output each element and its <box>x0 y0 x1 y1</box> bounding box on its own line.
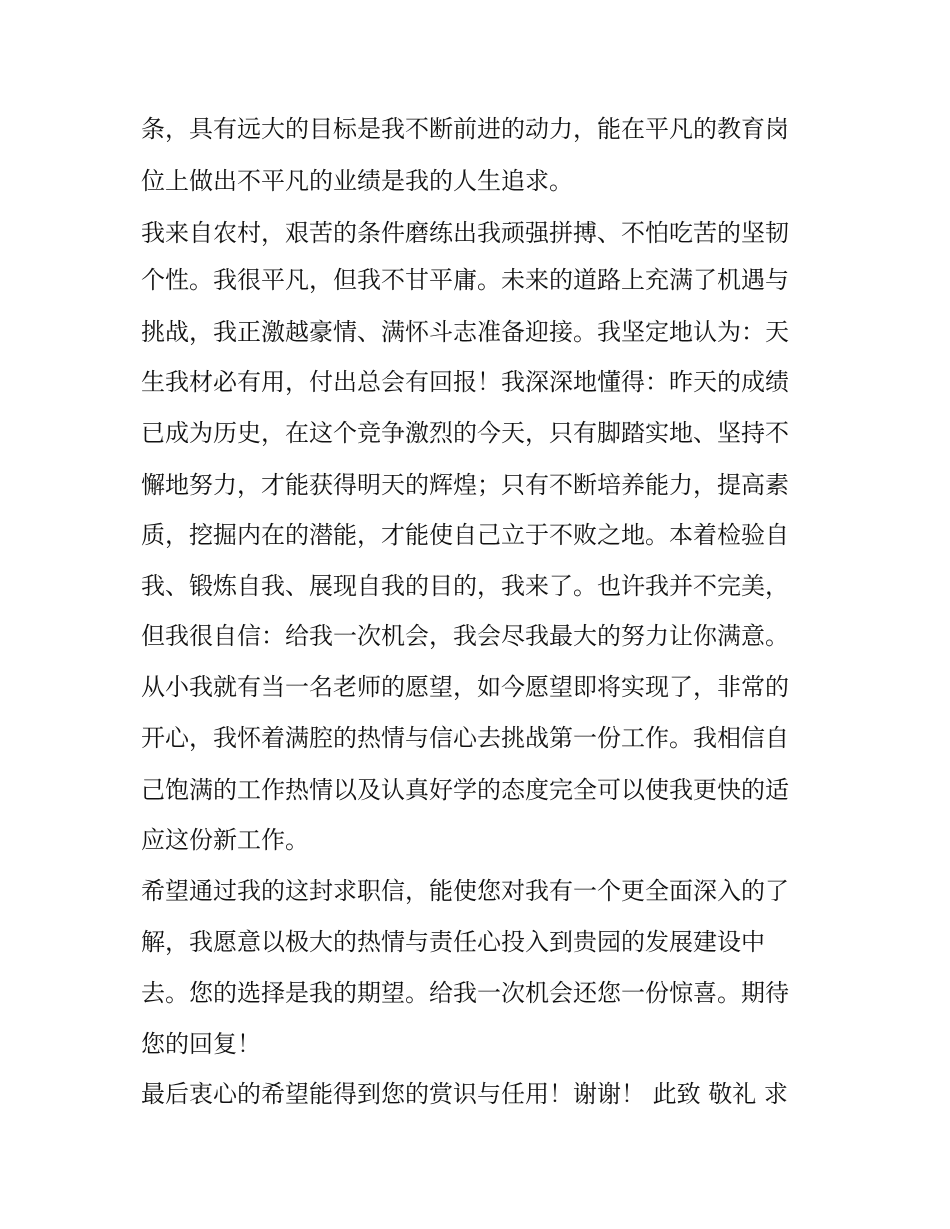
text-line: 生我材必有用，付出总会有回报！我深深地懂得：昨天的成绩 <box>141 368 789 396</box>
text-line: 挑战，我正激越豪情、满怀斗志准备迎接。我坚定地认为：天 <box>141 318 789 346</box>
text-line: 个性。我很平凡，但我不甘平庸。未来的道路上充满了机遇与 <box>141 266 789 294</box>
text-line: 去。您的选择是我的期望。给我一次机会还您一份惊喜。期待 <box>141 979 789 1007</box>
text-line: 从小我就有当一名老师的愿望，如今愿望即将实现了，非常的 <box>141 673 789 701</box>
text-line: 最后衷心的希望能得到您的赏识与任用！谢谢！ 此致 敬礼 求 <box>141 1080 788 1108</box>
text-line: 已成为历史，在这个竞争激烈的今天，只有脚踏实地、坚持不 <box>141 419 789 447</box>
text-line: 懈地努力，才能获得明天的辉煌；只有不断培养能力，提高素 <box>141 471 789 499</box>
text-line: 我来自农村，艰苦的条件磨练出我顽强拼搏、不怕吃苦的坚韧 <box>141 219 789 247</box>
text-line: 应这份新工作。 <box>141 826 309 854</box>
text-line: 解，我愿意以极大的热情与责任心投入到贵园的发展建设中 <box>141 928 765 956</box>
text-line: 我、锻炼自我、展现自我的目的，我来了。也许我并不完美， <box>141 572 789 600</box>
text-line: 但我很自信：给我一次机会，我会尽我最大的努力让你满意。 <box>141 622 789 650</box>
text-line: 己饱满的工作热情以及认真好学的态度完全可以使我更快的适 <box>141 776 789 804</box>
text-line: 质，挖掘内在的潜能，才能使自己立于不败之地。本着检验自 <box>141 521 789 549</box>
text-line: 条，具有远大的目标是我不断前进的动力，能在平凡的教育岗 <box>141 115 789 143</box>
text-line: 开心，我怀着满腔的热情与信心去挑战第一份工作。我相信自 <box>141 724 789 752</box>
text-line: 您的回复！ <box>141 1030 261 1058</box>
text-line: 位上做出不平凡的业绩是我的人生追求。 <box>141 167 573 195</box>
text-line: 希望通过我的这封求职信，能使您对我有一个更全面深入的了 <box>141 877 789 905</box>
